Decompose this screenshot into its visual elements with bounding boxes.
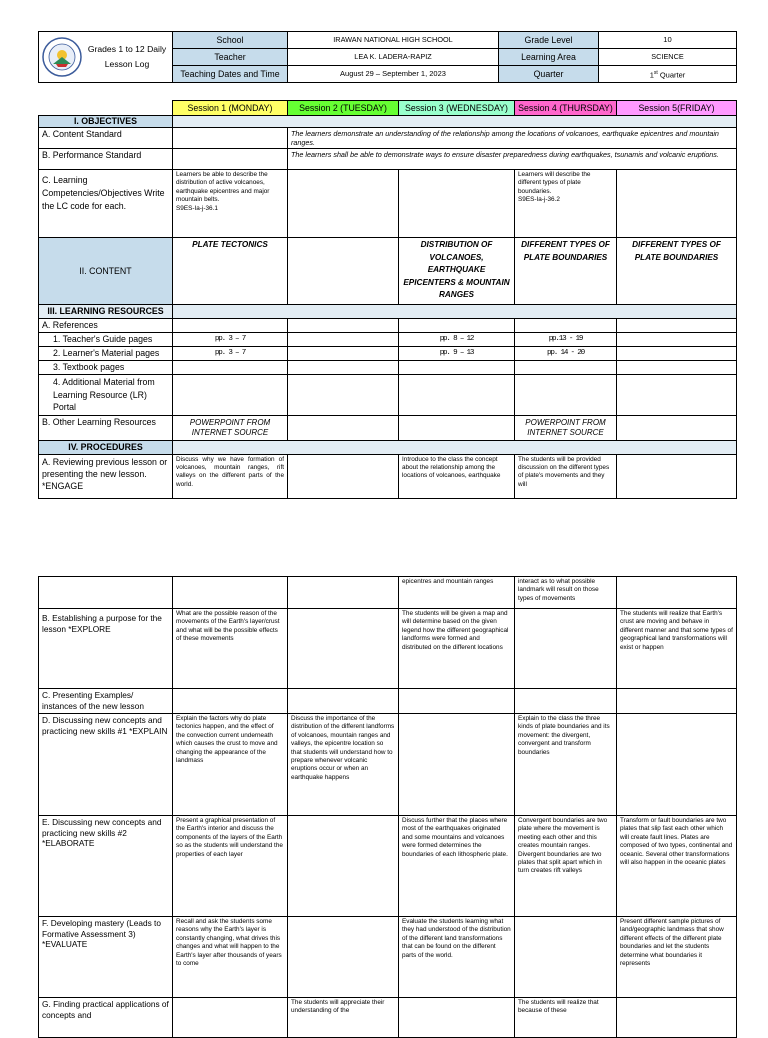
session-4-header: Session 4 (THURSDAY)	[515, 101, 617, 116]
session-5-header: Session 5(FRIDAY)	[617, 101, 737, 116]
lm-pages-session-3: pp. 9 – 13	[399, 347, 515, 361]
lc-session-1: Learners be able to describe the distribution of active volcanoes, earthquake epicentres and major mountain belts. S9ES-Ia-j-36.1	[173, 170, 288, 238]
procedure-c-label: C. Presenting Examples/ instances of the new lesson	[39, 689, 173, 714]
procedure-g-session-2: The students will appreciate their understanding of the	[288, 998, 399, 1038]
procedure-b-label: B. Establishing a purpose for the lesson *EXPLORE	[39, 609, 173, 689]
tg-pages-session-4: pp.13 - 19	[515, 333, 617, 347]
procedure-e-session-1: Present a graphical presentation of the Earth's interior and discuss the components of the layers of the Earth so as the students will understand the properties of each layer	[173, 816, 288, 917]
learning-resources-heading: III. LEARNING RESOURCES	[39, 305, 173, 319]
procedure-a-session-3: Introduce to the class the concept about the relationship among the locations of volcanoes, earthquake	[399, 454, 515, 498]
performance-standard-text: The learners shall be able to demonstrate ways to ensure disaster preparedness during earthquakes, tsunamis and volcanic eruptions.	[288, 149, 737, 170]
tg-pages-session-1: pp. 3 – 7	[173, 333, 288, 347]
procedure-a-session-1: Discuss why we have formation of volcanoes, mountain ranges, rift valleys on the different parts of the world.	[173, 454, 288, 498]
doc-title-line1: Grades 1 to 12 Daily	[87, 44, 167, 54]
procedure-d-session-2: Discuss the importance of the distribution of the different landforms of volcanoes, mountain ranges and valleys, the epicentre location so that students will understand how to prepare whenever volcanic eruptions occur or when an earthquake happens	[288, 714, 399, 816]
procedure-f-session-1: Recall and ask the students some reasons why the Earth's layer is constantly changing, what drives this changes and what will happen to the Earth's layer after thousands of years to come	[173, 917, 288, 998]
procedure-b-session-5: The students will realize that Earth's crust are moving and behave in different manner and that some types of geographical land transformations will exist or happen	[617, 609, 737, 689]
procedure-d-session-1: Explain the factors why do plate tectonics happen, and the effect of the convection current underneath which causes the crust to move and changing the appearance of the landmass	[173, 714, 288, 816]
procedure-g-label: G. Finding practical applications of concepts and	[39, 998, 173, 1038]
procedure-a-session-4: The students will be provided discussion on the different types of plate's movements and they will	[515, 454, 617, 498]
dll-main-table	[38, 100, 737, 499]
content-standard-text: The learners demonstrate an understanding of the relationship among the locations of volcanoes, earthquake epicentres and mountain ranges.	[288, 128, 737, 149]
session-1-header: Session 1 (MONDAY)	[173, 101, 288, 116]
procedure-d-session-4: Explain to the class the three kinds of plate boundaries and its movement: the divergent, convergent and transform boundaries	[515, 714, 617, 816]
procedure-a-cont-session-3: epicentres and mountain ranges	[399, 577, 515, 609]
other-resources-session-4: POWERPOINT FROM INTERNET SOURCE	[515, 415, 617, 440]
quarter-value: 1st Quarter	[599, 66, 737, 83]
learners-material-label: 2. Learner's Material pages	[39, 347, 173, 361]
grade-level-label: Grade Level	[499, 32, 599, 49]
procedure-e-label: E. Discussing new concepts and practicing new skills #2 *ELABORATE	[39, 816, 173, 917]
procedure-e-session-4: Convergent boundaries are two plate where the movement is meeting each other and this creates mountain ranges. Divergent boundaries are two plates that split apart which in turn creates rift valleys	[515, 816, 617, 917]
procedure-f-label: F. Developing mastery (Leads to Formative Assessment 3) *EVALUATE	[39, 917, 173, 998]
deped-logo-cell	[39, 32, 173, 83]
teachers-guide-label: 1. Teacher's Guide pages	[39, 333, 173, 347]
procedure-a-cont-session-4: interact as to what possible landmark will result on those types of movements	[515, 577, 617, 609]
learning-area-value: SCIENCE	[599, 49, 737, 66]
session-2-header: Session 2 (TUESDAY)	[288, 101, 399, 116]
teacher-label: Teacher	[173, 49, 288, 66]
lc-session-4: Learners will describe the different types of plate boundaries. S9ES-Ia-j-36.2	[515, 170, 617, 238]
procedure-e-session-5: Transform or fault boundaries are two plates that slip fast each other which will create fault lines. Plates are composed of two types, continental and oceanic. Several other transformations will also happen in the oceanic plates	[617, 816, 737, 917]
dll-continuation-table	[38, 576, 737, 1038]
procedure-e-session-3: Discuss further that the places where most of the earthquakes originated and some mountains and volcanoes were formed determines the boundaries of each lithospheric plate.	[399, 816, 515, 917]
procedure-b-session-1: What are the possible reason of the movements of the Earth's layer/crust and what will be the possible effects of these movements	[173, 609, 288, 689]
lm-pages-session-4: pp. 14 - 20	[515, 347, 617, 361]
grade-level-value: 10	[599, 32, 737, 49]
content-session-1: PLATE TECTONICS	[173, 238, 288, 305]
doc-title-line2: Lesson Log	[104, 59, 150, 69]
learning-competencies-label: C. Learning Competencies/Objectives Write the LC code for each.	[39, 170, 173, 238]
textbook-pages-label: 3. Textbook pages	[39, 361, 173, 375]
other-resources-label: B. Other Learning Resources	[39, 415, 173, 440]
lm-pages-session-1: pp. 3 – 7	[173, 347, 288, 361]
teaching-dates-value: August 29 – September 1, 2023	[288, 66, 499, 83]
teacher-value: LEA K. LADERA-RAPIZ	[288, 49, 499, 66]
school-label: School	[173, 32, 288, 49]
content-standard-label: A. Content Standard	[39, 128, 173, 149]
tg-pages-session-3: pp. 8 – 12	[399, 333, 515, 347]
performance-standard-label: B. Performance Standard	[39, 149, 173, 170]
other-resources-session-1: POWERPOINT FROM INTERNET SOURCE	[173, 415, 288, 440]
procedure-f-session-5: Present different sample pictures of land/geographic landmass that show different effects of the different plate boundaries and let the students determine what boundaries it represents	[617, 917, 737, 998]
quarter-label: Quarter	[499, 66, 599, 83]
teaching-dates-label: Teaching Dates and Time	[173, 66, 288, 83]
references-label: A. References	[39, 319, 173, 333]
objectives-heading: I. OBJECTIVES	[39, 116, 173, 128]
additional-material-label: 4. Additional Material from Learning Resource (LR) Portal	[39, 375, 173, 416]
content-session-5: DIFFERENT TYPES OF PLATE BOUNDARIES	[617, 238, 737, 305]
procedure-d-label: D. Discussing new concepts and practicing new skills #1 *EXPLAIN	[39, 714, 173, 816]
school-value: IRAWAN NATIONAL HIGH SCHOOL	[288, 32, 499, 49]
content-session-4: DIFFERENT TYPES OF PLATE BOUNDARIES	[515, 238, 617, 305]
procedures-heading: IV. PROCEDURES	[39, 440, 173, 454]
procedure-a-label: A. Reviewing previous lesson or presenting the new lesson. *ENGAGE	[39, 454, 173, 498]
procedure-g-session-4: The students will realize that because of these	[515, 998, 617, 1038]
header-table	[38, 31, 737, 83]
content-session-3: DISTRIBUTION OF VOLCANOES, EARTHQUAKE EPICENTERS & MOUNTAIN RANGES	[399, 238, 515, 305]
content-heading: II. CONTENT	[39, 238, 173, 305]
session-3-header: Session 3 (WEDNESDAY)	[399, 101, 515, 116]
procedure-f-session-3: Evaluate the students learning what they had understood of the distribution of the different land transformations that can be found on the different parts of the world.	[399, 917, 515, 998]
deped-seal-icon	[42, 37, 82, 77]
learning-area-label: Learning Area	[499, 49, 599, 66]
procedure-b-session-3: The students will be given a map and will determine based on the given legend how the different geographical landforms were formed and distributed on the different locations	[399, 609, 515, 689]
